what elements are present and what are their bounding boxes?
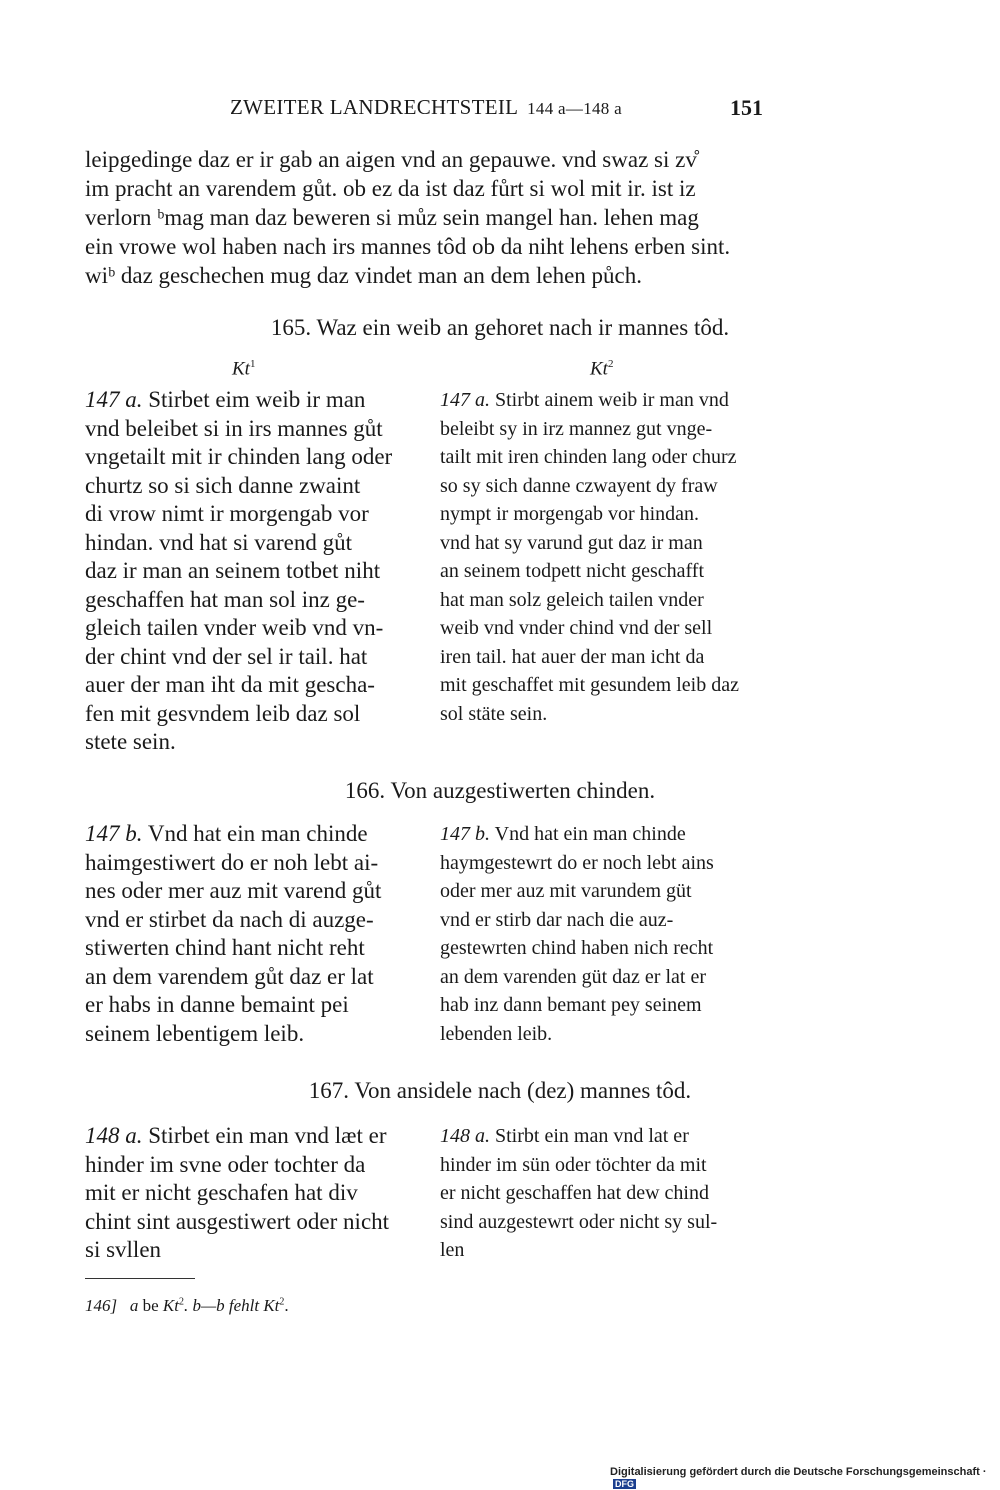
text-line: an dem varendem gůt daz er lat	[85, 963, 374, 989]
text-line: gestewrten chind haben nich recht	[440, 937, 714, 959]
text-line: der chint vnd der sel ir tail. hat	[85, 643, 368, 669]
text-line: sol stäte sein.	[440, 702, 548, 725]
text-line: 147 b. Vnd hat ein man chinde	[440, 823, 686, 845]
text-line: vnd er stirb dar nach die auz-	[440, 908, 674, 931]
text-line: hindan. vnd hat si varend gůt	[85, 529, 353, 555]
article-number: 148 a.	[440, 1125, 490, 1147]
text-line: fen mit gesvndem leib daz sol	[85, 700, 361, 726]
footnote-rule	[85, 1278, 195, 1279]
text-line: hab inz dann bemant pey seinem	[440, 994, 702, 1016]
text-line: 147 b. Vnd hat ein man chinde	[85, 821, 368, 846]
text-line: 147 a. Stirbet eim weib ir man	[85, 387, 366, 412]
text-line: hat man solz geleich tailen vnder	[440, 588, 704, 611]
footnote: 146] a be Kt$^2$. b—b fehlt Kt$^2$.	[85, 1296, 289, 1315]
text-line: daz ir man an seinem totbet niht	[85, 558, 381, 583]
text-line: gleich tailen vnder weib vnd vn-	[85, 615, 384, 640]
text-column-kt1-147a	[85, 386, 415, 757]
intro-line: leipgedinge daz er ir gab an aigen vnd an gepauwe. vnd swaz si zv̊	[85, 147, 697, 172]
article-number: 148 a.	[85, 1123, 143, 1148]
text-line: hinder im sün oder töchter da mit	[440, 1153, 707, 1176]
text-line: geschaffen hat man sol inz ge-	[85, 586, 365, 612]
text-column-kt2-147a	[440, 386, 770, 728]
column-label-kt2: Kt$^2$	[590, 358, 614, 380]
text-line: iren tail. hat auer der man icht da	[440, 645, 705, 668]
credit-text: Digitalisierung gefördert durch die Deutsche Forschungsgemeinschaft ·	[610, 1466, 987, 1478]
intro-line: verlorn ᵇmag man daz beweren si můz sein mangel han. lehen mag	[85, 205, 699, 230]
column-label-kt1: Kt$^1$	[232, 358, 256, 380]
section-heading-167: 167. Von ansidele nach (dez) mannes tôd.	[308, 1078, 692, 1103]
text-line: stiwerten chind hant nicht reht	[85, 935, 365, 960]
text-line: haymgestewrt do er noch lebt ains	[440, 851, 714, 874]
text-line: stete sein.	[85, 729, 176, 754]
running-title-text: ZWEITER LANDRECHTSTEIL	[230, 95, 518, 119]
intro-paragraph	[85, 145, 765, 290]
text-column-kt2-148a	[440, 1122, 770, 1265]
section-heading-165: 165. Waz ein weib an gehoret nach ir mannes tôd.	[270, 315, 730, 340]
digitization-credit	[610, 1466, 1000, 1490]
text-line: an dem varenden güt daz er lat er	[440, 965, 706, 988]
article-number: 147 b.	[440, 823, 490, 845]
text-line: 148 a. Stirbet ein man vnd læt er	[85, 1123, 387, 1148]
text-line: si svllen	[85, 1237, 162, 1262]
text-line: sind auzgestewrt oder nicht sy sul-	[440, 1210, 718, 1233]
text-line: lebenden leib.	[440, 1022, 553, 1045]
article-number: 147 a.	[440, 389, 490, 411]
footnote-ref: 146]	[85, 1296, 118, 1315]
text-line: tailt mit iren chinden lang oder churz	[440, 446, 737, 468]
text-line: vnd hat sy varund gut daz ir man	[440, 531, 703, 554]
text-column-kt1-148a	[85, 1122, 415, 1265]
dfg-logo: DFG	[615, 1479, 634, 1489]
text-line: so sy sich danne czwayent dy fraw	[440, 474, 718, 497]
text-line: vnd beleibet si in irs mannes gůt	[85, 415, 383, 441]
text-line: mit geschaffet mit gesundem leib daz	[440, 674, 739, 696]
intro-line: ein vrowe wol haben nach irs mannes tôd ob da niht lehens erben sint.	[85, 234, 731, 259]
text-line: mit er nicht geschafen hat div	[85, 1180, 358, 1205]
text-line: di vrow nimt ir morgengab vor	[85, 501, 369, 526]
intro-line: wiᵇ daz geschechen mug daz vindet man an dem lehen půch.	[85, 263, 642, 288]
text-line: auer der man iht da mit gescha-	[85, 672, 375, 697]
section-heading-166: 166. Von auzgestiwerten chinden.	[344, 778, 656, 803]
text-line: 147 a. Stirbt ainem weib ir man vnd	[440, 389, 729, 411]
article-number: 147 a.	[85, 387, 143, 412]
text-line: er habs in danne bemaint pei	[85, 992, 349, 1017]
intro-line: im pracht an varendem gůt. ob ez da ist daz fůrt si wol mit ir. ist iz	[85, 176, 696, 201]
text-column-kt1-147b	[85, 820, 415, 1048]
running-title	[230, 95, 622, 120]
text-line: haimgestiwert do er noh lebt ai-	[85, 849, 379, 875]
text-line: weib vnd vnder chind vnd der sell	[440, 617, 713, 639]
text-line: beleibt sy in irz mannez gut vnge-	[440, 417, 713, 440]
text-line: an seinem todpett nicht geschafft	[440, 560, 704, 582]
text-line: hinder im svne oder tochter da	[85, 1151, 366, 1177]
text-line: 148 a. Stirbt ein man vnd lat er	[440, 1125, 689, 1147]
text-line: nympt ir morgengab vor hindan.	[440, 503, 700, 525]
text-line: vnd er stirbet da nach di auzge-	[85, 906, 374, 932]
text-line: nes oder mer auz mit varend gůt	[85, 878, 382, 903]
text-line: er nicht geschaffen hat dew chind	[440, 1182, 709, 1204]
text-column-kt2-147b	[440, 820, 770, 1048]
text-line: oder mer auz mit varundem güt	[440, 880, 692, 902]
text-line: chint sint ausgestiwert oder nicht	[85, 1208, 390, 1234]
article-number: 147 b.	[85, 821, 143, 846]
text-line: len	[440, 1239, 465, 1261]
running-title-range: 144 a—148 a	[527, 99, 622, 118]
text-line: churtz so si sich danne zwaint	[85, 472, 361, 498]
page-number: 151	[730, 95, 763, 120]
text-line: seinem lebentigem leib.	[85, 1020, 305, 1046]
text-line: vngetailt mit ir chinden lang oder	[85, 444, 393, 469]
